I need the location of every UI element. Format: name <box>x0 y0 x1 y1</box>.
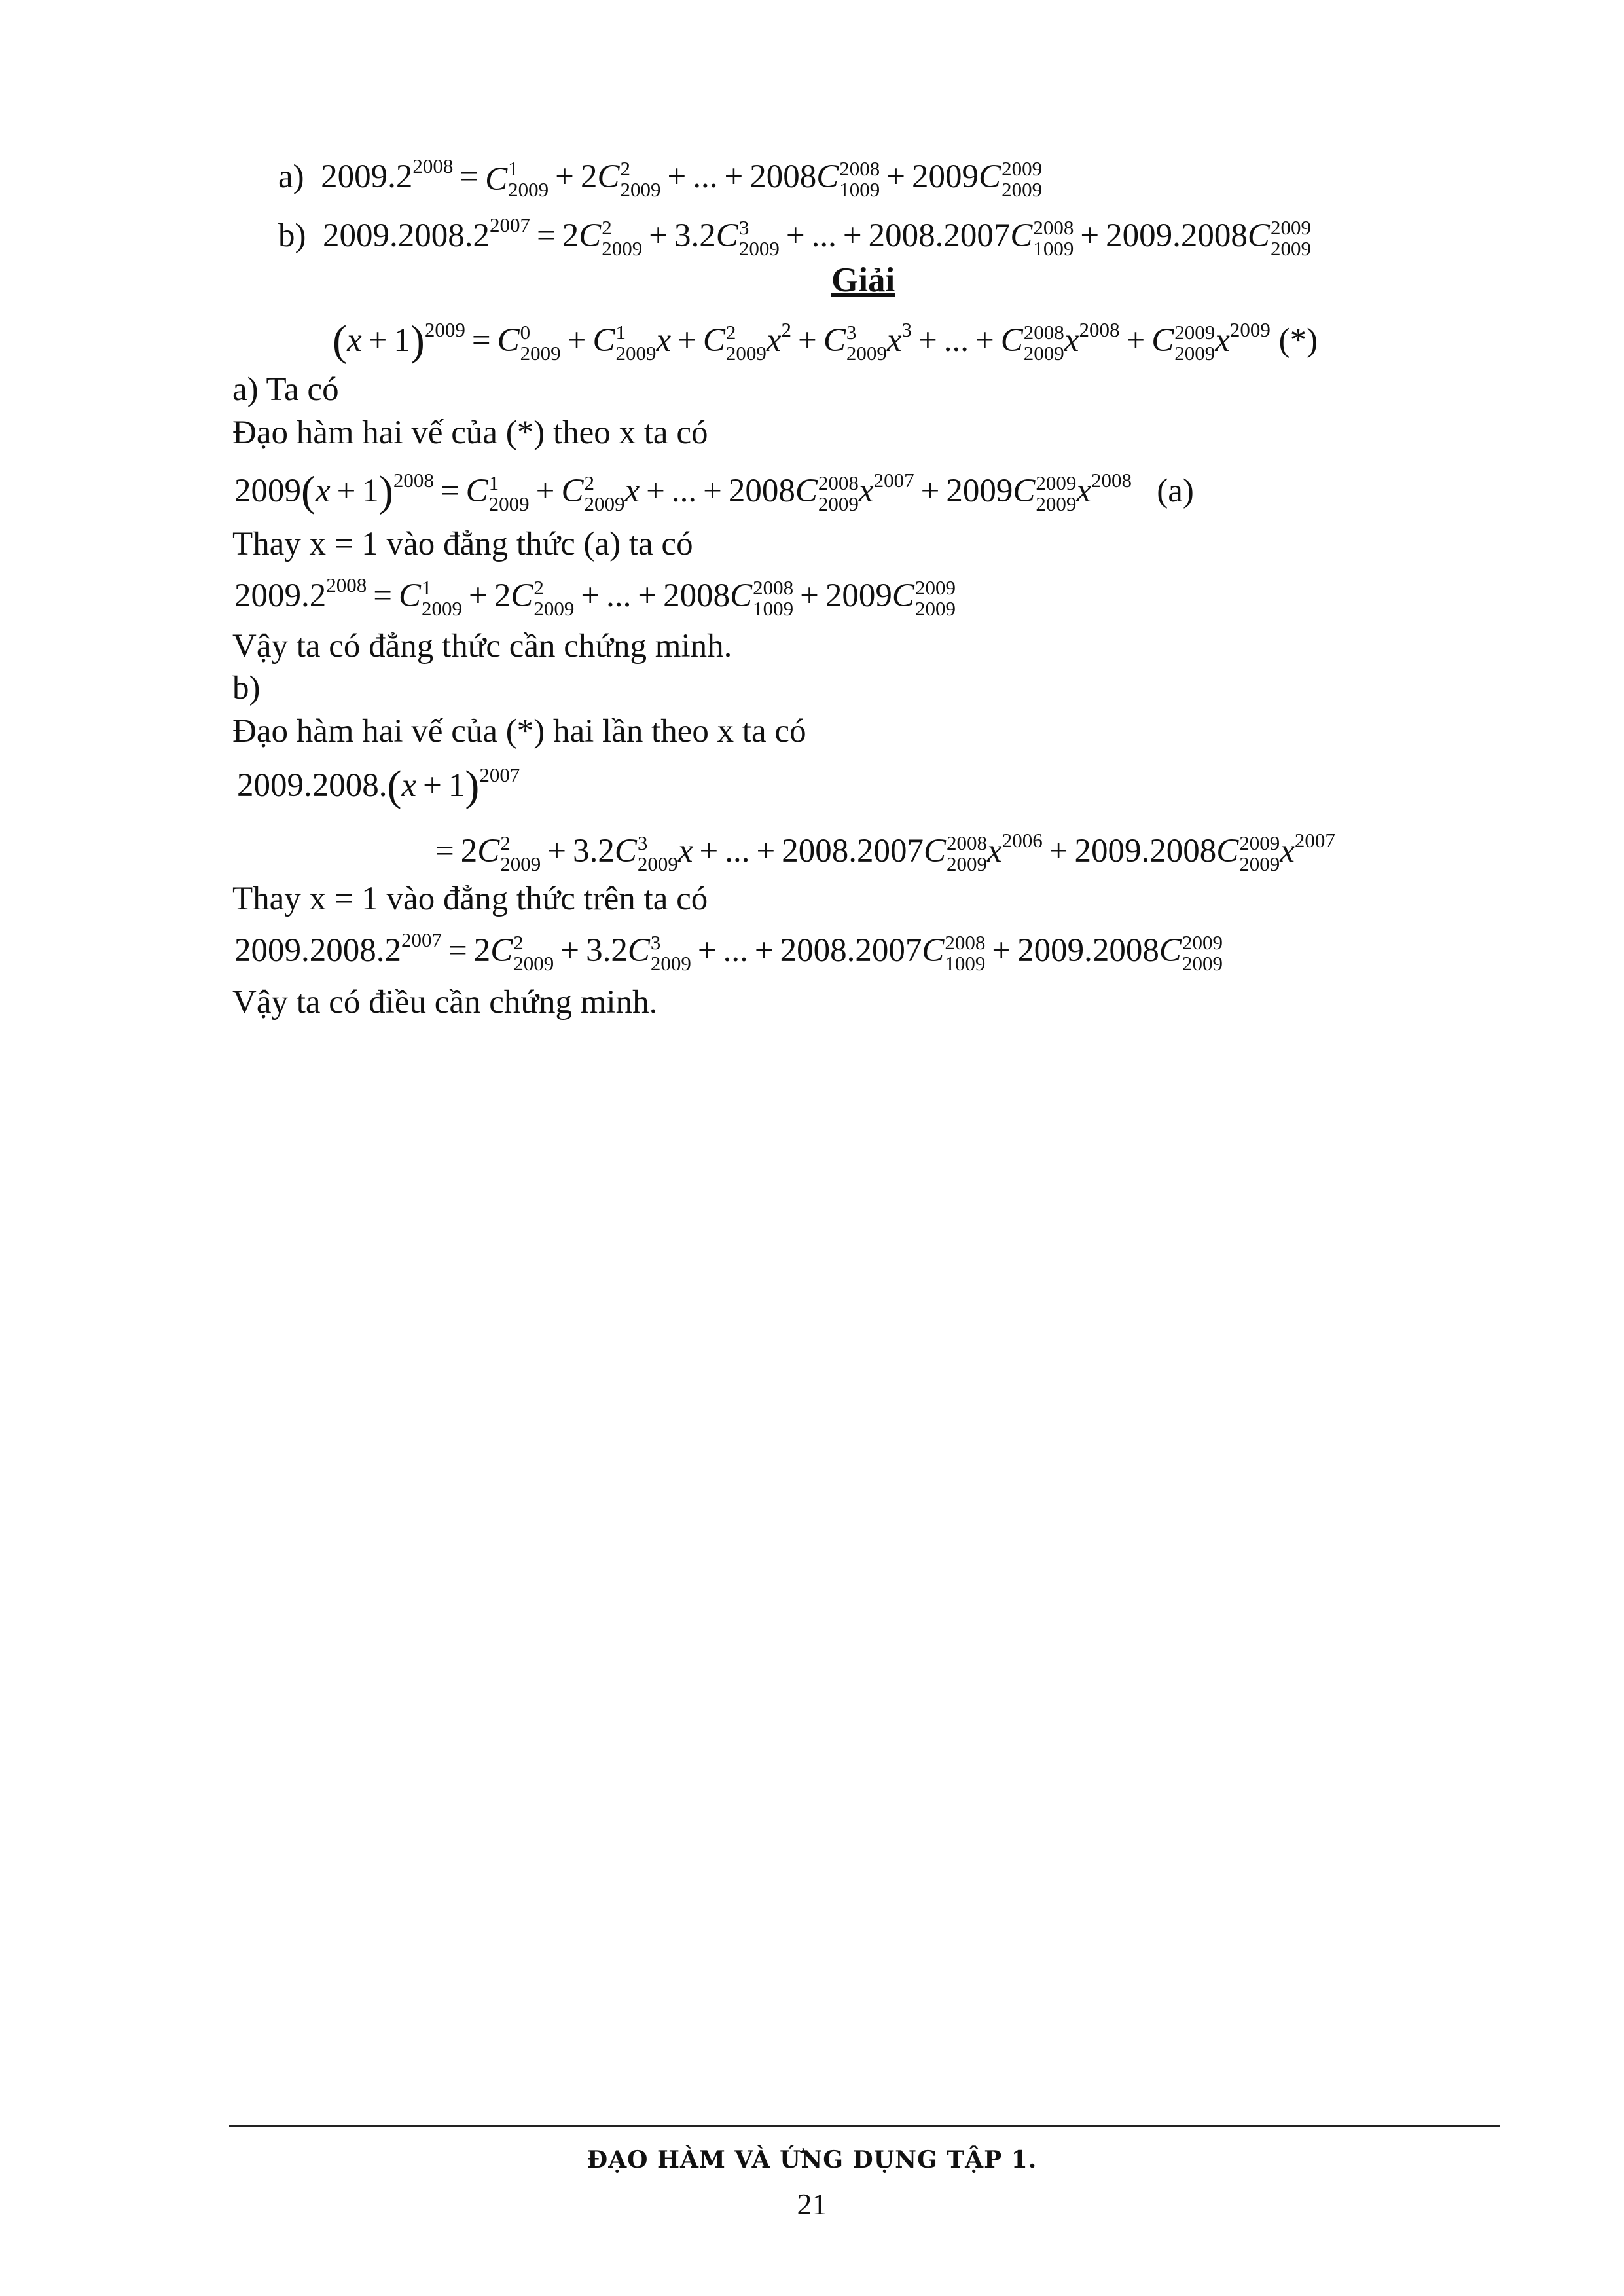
second-derivative-lhs: $2009.2008.(x + 1)^{2007}$ <box>237 762 520 810</box>
equation-tag-a: (a) <box>1157 473 1194 509</box>
b-label: b) <box>232 670 261 706</box>
footer-title: ĐẠO HÀM VÀ ỨNG DỤNG TẬP 1. <box>586 2146 1038 2174</box>
result-a: $2009.2^{2008} = C$ 1 2009 + 2C 2 2009 + ... + 2008C 2008 1009 + 2009C 2009 2009 <box>234 574 956 621</box>
conclude-a-text: Vậy ta có đẳng thức cần chứng minh. <box>232 628 732 665</box>
second-derivative-rhs: = 2C 2 2009 + 3.2C 3 2009 x + ... + 2008.2007C 2008 2009 $x^{2006} + 2009.2008C$ 2009 2009 $x^{2007}$ <box>435 829 1335 876</box>
conclude-b-text: Vậy ta có điều cần chứng minh. <box>232 984 658 1021</box>
substitute-b-text: Thay x = 1 vào đẳng thức trên ta có <box>232 881 708 917</box>
first-derivative: $2009(x + 1)^{2008} = C$ 1 2009 + C 2 2009 x + ... + 2008C 2008 2009 $x^{2007} + 2009C$ 2009 2009 $x^{2008}$ (a) <box>234 467 1194 516</box>
footer-rule <box>229 2125 1500 2127</box>
solution-title: Giải <box>831 261 895 299</box>
result-b: $2009.2008.2^{2007} = 2C$ 2 2009 + 3.2C 3 2009 + ... + 2008.2007C 2008 1009 + 2009.2008C 2009 2009 <box>234 928 1223 975</box>
derive-twice-text: Đạo hàm hai vế của (*) hai lần theo x ta có <box>232 713 806 750</box>
a-intro: a) Ta có <box>232 371 339 408</box>
binomial-expansion: $(x + 1)^{2009} = C$ 0 2009 + C 1 2009 x + C 2 2009 $x^2 + C$ 3 2009 $x^3$ + ... + C 2008 2009 $x^{2008} + C$ 2009 2009 $x^{2009}$ (*) <box>333 317 1318 365</box>
problem-a: a) $2009.2^{2008} = C$ 1 2009 + 2C 2 2009 + ... + 2008C 2008 1009 + 2009C 2009 2009 <box>278 155 1043 202</box>
page-number: 21 <box>797 2187 827 2221</box>
problem-b: b) $2009.2008.2^{2007} = 2C$ 2 2009 + 3.2C 3 2009 + ... + 2008.2007C 2008 1009 + 2009.2008C 2009 2009 <box>278 213 1311 261</box>
equation-tag-star: (*) <box>1278 322 1318 359</box>
substitute-a-text: Thay x = 1 vào đẳng thức (a) ta có <box>232 526 693 562</box>
derive-once-text: Đạo hàm hai vế của (*) theo x ta có <box>232 414 708 451</box>
